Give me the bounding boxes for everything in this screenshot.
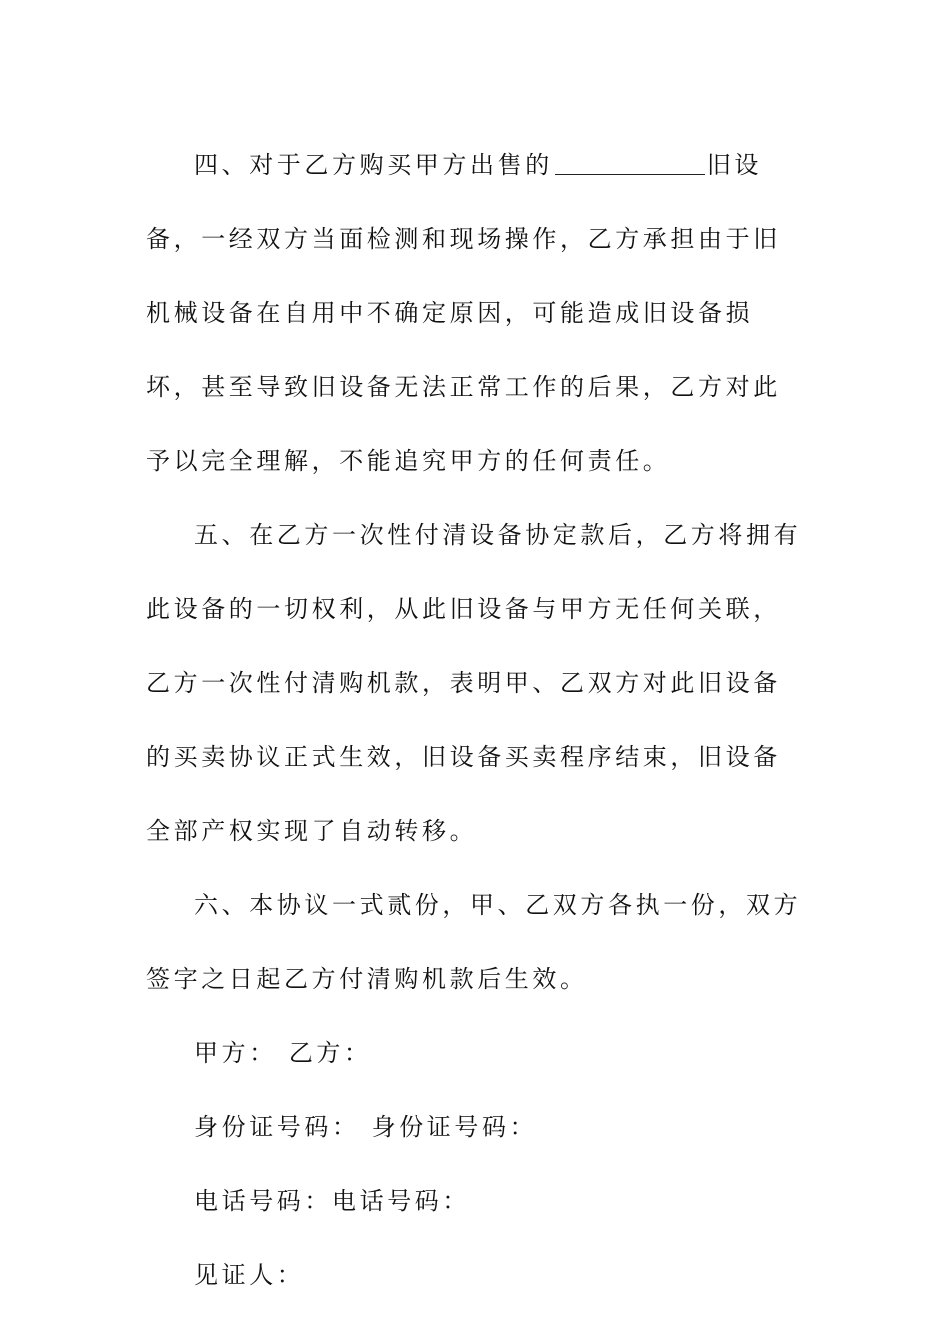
party-a-label: 甲方： [194, 1039, 277, 1067]
contract-page [146, 128, 806, 1312]
party-a-phone-label: 电话号码： [194, 1187, 332, 1215]
clause-4-after-blank: 旧设备，一经双方当面检测和现场操作，乙方承担由于旧机械设备在自用中不确定原因，可能造成旧设备损坏，甚至导致旧设备无法正常工作的后果，乙方对此予以完全理解，不能追究甲方的任何责任。 [146, 151, 781, 475]
equipment-name-blank [555, 152, 705, 175]
clause-5: 五、在乙方一次性付清设备协定款后，乙方将拥有此设备的一切权利，从此旧设备与甲方无任何关联，乙方一次性付清购机款，表明甲、乙双方对此旧设备的买卖协议正式生效，旧设备买卖程序结束，旧设备全部产权实现了自动转移。 [146, 521, 802, 845]
clause-4 [146, 128, 806, 498]
signature-witness-line [146, 1238, 806, 1312]
signature-parties-line [146, 1016, 806, 1090]
party-a-id-label: 身份证号码： [194, 1113, 360, 1141]
witness-label: 见证人： [194, 1261, 305, 1289]
party-b-id-label: 身份证号码： [371, 1113, 538, 1141]
party-b-phone-label: 电话号码： [332, 1187, 470, 1215]
clause-4-before-blank: 四、对于乙方购买甲方出售的 [194, 151, 553, 179]
clause-6: 六、本协议一式贰份，甲、乙双方各执一份，双方签字之日起乙方付清购机款后生效。 [146, 891, 802, 993]
signature-phone-line [146, 1164, 806, 1238]
party-b-label: 乙方： [288, 1039, 372, 1067]
signature-id-line [146, 1090, 806, 1164]
